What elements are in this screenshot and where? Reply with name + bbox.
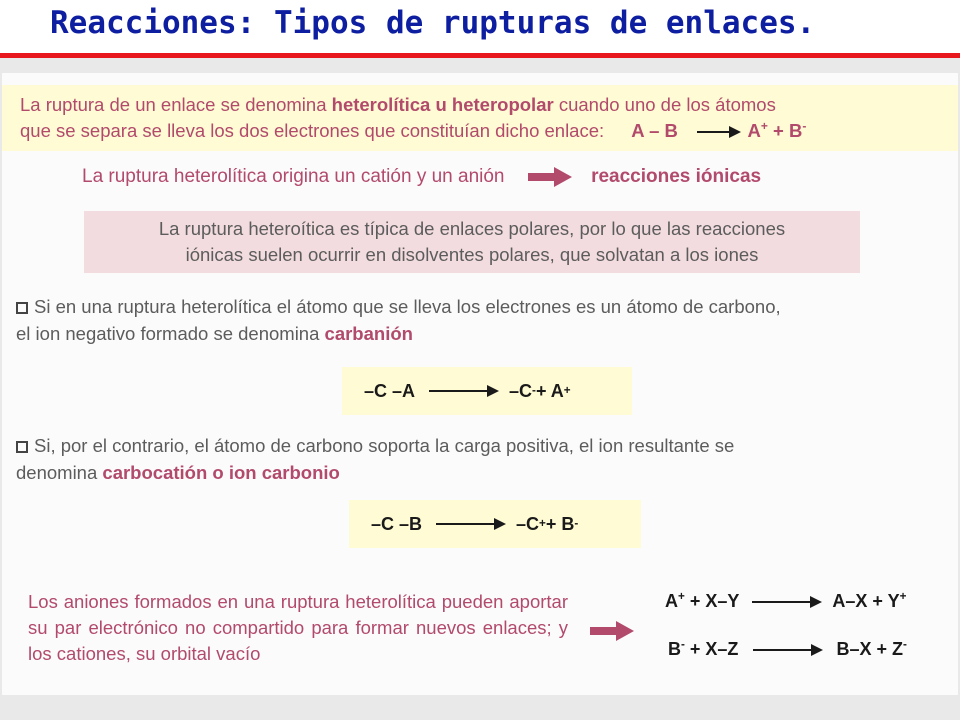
intro-equation: A – B A+ + B- — [631, 118, 807, 141]
bullet-checkbox-icon — [16, 302, 28, 314]
polar-note-box: La ruptura heteroítica es típica de enlaces polares, por lo que las reacciones iónicas suelen ocurrir en disolventes polares, que solvatan a los iones — [84, 211, 860, 273]
title-underline — [0, 53, 960, 58]
intro-line-2: que se separa se lleva los dos electrones que constituían dicho enlace: A – B A+ + B- — [20, 118, 807, 141]
ionic-reactions-label: reacciones iónicas — [591, 166, 762, 187]
heterolytic-term: heterolítica u heteropolar — [331, 94, 554, 115]
arrow-icon — [436, 517, 506, 531]
arrow-icon — [752, 595, 822, 609]
carbocation-equation: –C –B –C + + B - — [349, 500, 641, 548]
arrow-icon — [697, 125, 741, 139]
bottom-explanation: Los aniones formados en una ruptura heterolítica pueden aportar su par electrónico no compartido para formar nuevos enlaces; y los cationes, su orbital vacío — [28, 591, 568, 664]
carbocation-term: carbocatión o ion carbonio — [102, 462, 340, 483]
carbanion-equation: –C –A –C - + A + — [342, 367, 632, 415]
slide-content — [2, 73, 958, 695]
reaction-2: B- + X–Z B–X + Z- — [668, 638, 907, 659]
arrow-right-icon — [590, 621, 634, 641]
title-bar — [0, 0, 960, 55]
carbanion-term: carbanión — [324, 323, 413, 344]
arrow-right-icon — [528, 167, 572, 187]
arrow-icon — [429, 384, 499, 398]
intro-line-1: La ruptura de un enlace se denomina heterolítica u heteropolar cuando uno de los átomos — [20, 94, 776, 115]
carbocation-paragraph: Si, por el contrario, el átomo de carbono soporta la carga positiva, el ion resultante se denomina carbocatión o ion carbonio — [16, 435, 735, 483]
carbanion-paragraph: Si en una ruptura heterolítica el átomo que se lleva los electrones es un átomo de carbono, el ion negativo formado se denomina carbanión — [16, 296, 781, 344]
reaction-1: A+ + X–Y A–X + Y+ — [665, 590, 907, 611]
intro-box — [2, 85, 958, 151]
arrow-icon — [753, 643, 823, 657]
bullet-checkbox-icon — [16, 441, 28, 453]
page-title: Reacciones: Tipos de rupturas de enlaces. — [50, 5, 816, 41]
ionic-line: La ruptura heterolítica origina un catión y un anión reacciones iónicas — [82, 166, 762, 187]
